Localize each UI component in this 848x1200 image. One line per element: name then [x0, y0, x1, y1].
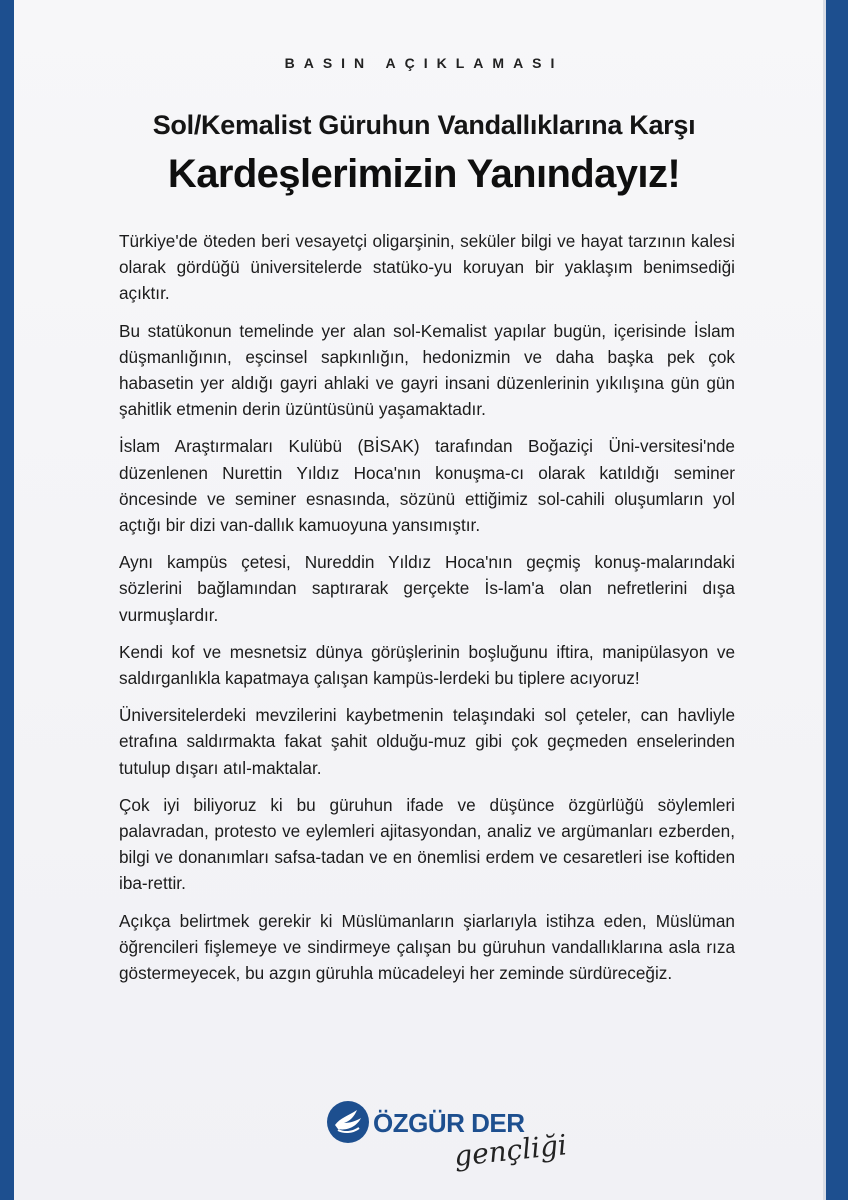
logo-script: gençliği — [452, 1128, 569, 1173]
body-text — [119, 228, 735, 997]
paragraph: Üniversitelerdeki mevzilerini kaybetmenin telaşındaki sol çeteler, can havliyle etrafına saldırmakta fakat şahit olduğu-muz gibi çok geçmeden enselerinden tutulup dışarı atıl-maktalar. — [119, 705, 735, 778]
paragraph: Kendi kof ve mesnetsiz dünya görüşlerinin boşluğunu iftira, manipülasyon ve saldırganlıkla kapatmaya çalışan kampüs-lerdeki bu tiplere acıyoruz! — [119, 641, 735, 689]
ozgur-der-logo — [326, 1100, 586, 1180]
paragraph: Aynı kampüs çetesi, Nureddin Yıldız Hoca'nın geçmiş konuş-malarındaki sözlerini bağlamından saptırarak gerçekte İs-lam'a olan nefretlerini dışa vurmuşlardır. — [119, 552, 735, 625]
title-line-1: Sol/Kemalist Güruhun Vandallıklarına Karşı — [152, 110, 696, 140]
paragraph: Bu statükonun temelinde yer alan sol-Kemalist yapılar bugün, içerisinde İslam düşmanlığının, eşcinsel sapkınlığın, hedonizmin ve daha başka pek çok habasetin yer aldığı gayri ahlaki ve gayri insani düzenlerinin yıkılışına gün gün şahitlik etmenin derin üzüntüsünü yaşamaktadır. — [119, 320, 735, 420]
paragraph: Türkiye'de öteden beri vesayetçi oligarşinin, seküler bilgi ve hayat tarzının kalesi olarak gördüğü üniversitelerde statüko-yu koruyan bir yaklaşım benimsediği açıktır. — [119, 231, 735, 304]
logo-wordmark: ÖZGÜR DER — [373, 1108, 525, 1138]
paragraph: Çok iyi biliyoruz ki bu güruhun ifade ve düşünce özgürlüğü söylemleri palavradan, protesto ve eylemleri ajitasyondan, analiz ve argümanları ezberden, bilgi ve donanımları safsa-tadan ve en önemlisi erdem ve cesaretleri ise koftiden iba-rettir. — [119, 794, 735, 894]
document-kicker: BASIN AÇIKLAMASI — [284, 55, 564, 71]
dove-emblem-icon — [326, 1100, 370, 1144]
paragraph: İslam Araştırmaları Kulübü (BİSAK) tarafından Boğaziçi Üni-versitesi'nde düzenlenen Nurettin Yıldız Hoca'nın konuşma-cı olarak katıldığı seminer öncesinde ve seminer esnasında, sözünü ettiğimiz sol-cahili oluşumların yol açtığı bir dizi van-dallık kamuoyuna yansımıştır. — [119, 436, 735, 536]
paragraph: Açıkça belirtmek gerekir ki Müslümanların şiarlarıyla istihza eden, Müslüman öğrencileri fişlemeye ve sindirmeye çalışan bu güruhun vandallıklarına asla rıza göstermeyecek, bu azgın güruhla mücadeleyi her zeminde sürdüreceğiz. — [119, 910, 735, 984]
title-line-2: Kardeşlerimizin Yanındayız! — [167, 152, 681, 196]
